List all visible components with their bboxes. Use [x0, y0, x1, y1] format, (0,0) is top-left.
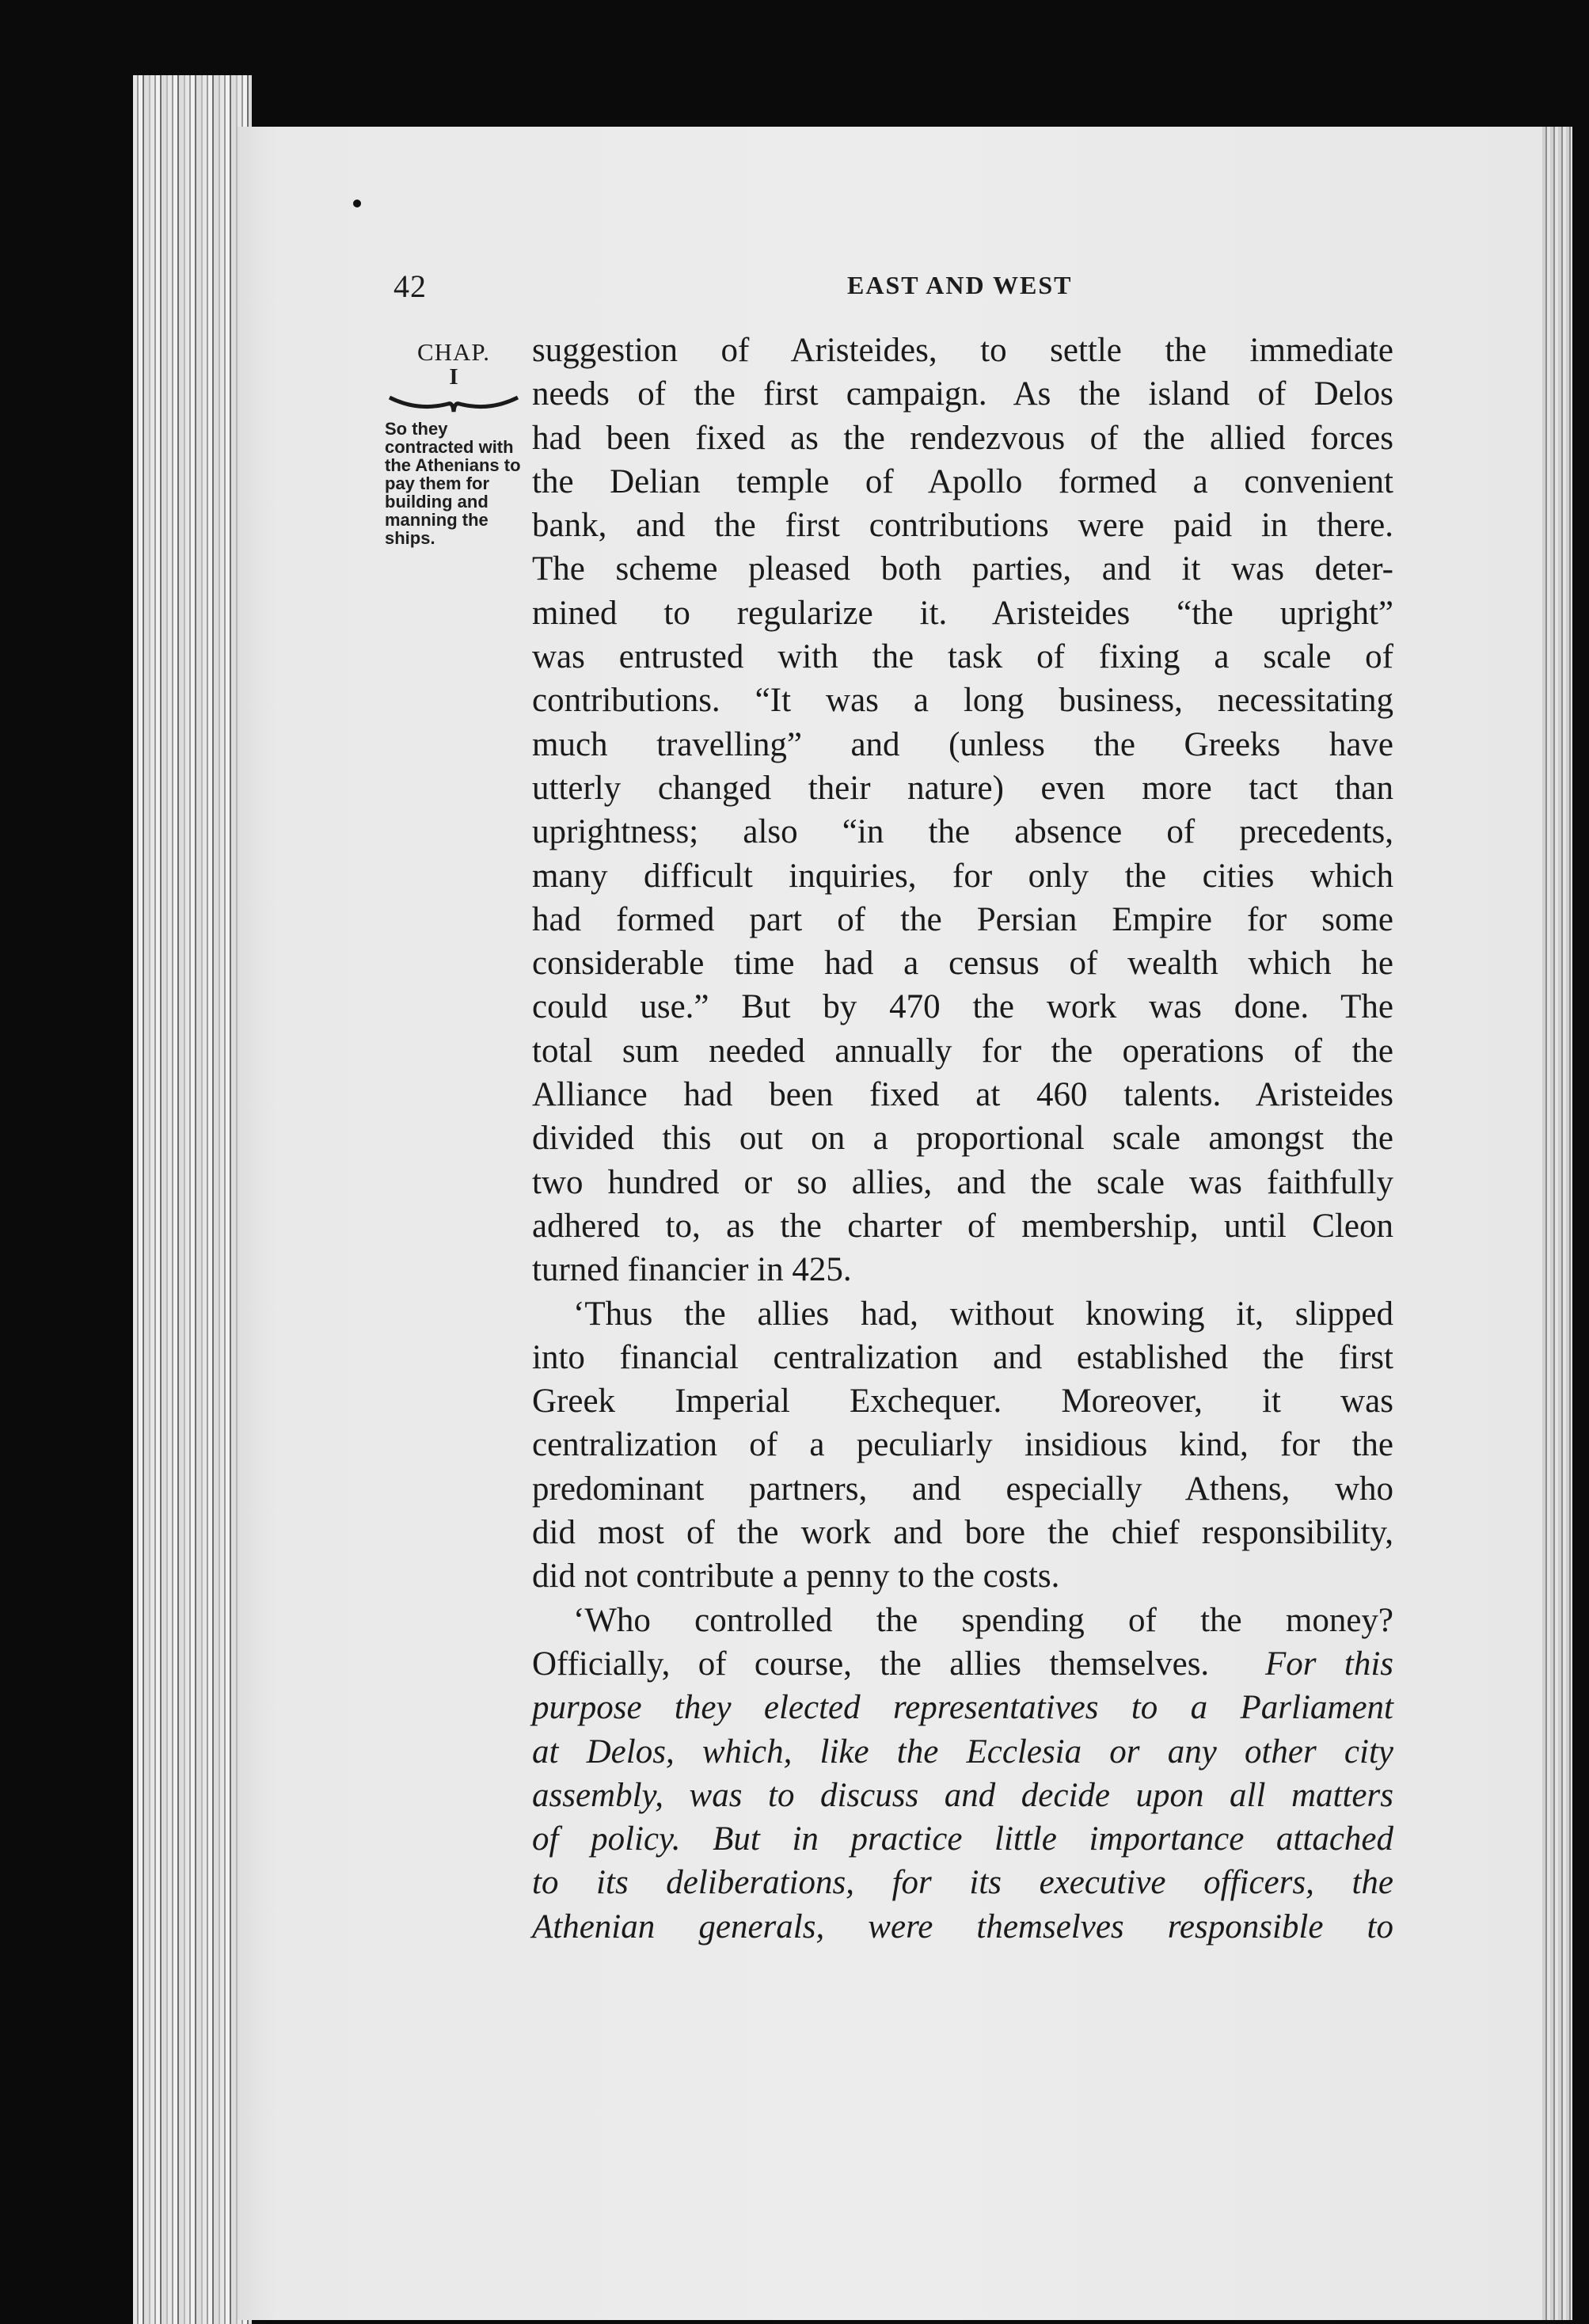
text-line: utterly changed their nature) even more tact than — [532, 769, 1393, 807]
body-text — [532, 329, 1393, 1949]
brace-ornament — [386, 388, 521, 416]
text-line: much travelling” and (unless the Greeks have — [532, 725, 1393, 763]
text-line: total sum needed annually for the operations of the — [532, 1032, 1393, 1070]
text-line: of policy. But in practice little importance attached — [532, 1820, 1393, 1858]
paragraph-2 — [532, 1292, 1393, 1599]
text-line: two hundred or so allies, and the scale was faithfully — [532, 1163, 1393, 1201]
text-line: the Delian temple of Apollo formed a convenient — [532, 462, 1393, 500]
text-line: turned financier in 425. — [532, 1251, 852, 1289]
book-right-edge — [1542, 127, 1572, 2320]
text-line: purpose they elected representatives to a Parliament — [532, 1689, 1393, 1727]
text-line: did most of the work and bore the chief responsibility, — [532, 1514, 1393, 1552]
text-line: Alliance had been fixed at 460 talents. Aristeides — [532, 1076, 1393, 1114]
text-line: ‘Who controlled the spending of the money? — [573, 1601, 1393, 1639]
margin-column — [378, 339, 529, 547]
running-title: EAST AND WEST — [847, 271, 1073, 299]
text-line: divided this out on a proportional scale amongst the — [532, 1120, 1393, 1158]
text-line: needs of the first campaign. As the island of Delos — [532, 375, 1393, 413]
text-line: centralization of a peculiarly insidious kind, for the — [532, 1426, 1393, 1464]
text-line: had been fixed as the rendezvous of the allied forces — [532, 419, 1393, 457]
text-span: Officially, of course, the allies themselves. — [532, 1645, 1210, 1683]
book-page-edges — [133, 75, 252, 2324]
text-line: to its deliberations, for its executive officers, the — [532, 1864, 1393, 1902]
text-line: ‘Thus the allies had, without knowing it, slipped — [573, 1295, 1393, 1333]
text-line: adhered to, as the charter of membership, until Cleon — [532, 1207, 1393, 1245]
text-line: into financial centralization and established the first — [532, 1338, 1393, 1376]
text-line: mined to regularize it. Aristeides “the upright” — [532, 594, 1393, 632]
text-line: predominant partners, and especially Athens, who — [532, 1470, 1393, 1508]
italic-span: For this — [1264, 1645, 1394, 1683]
paragraph-1 — [532, 329, 1393, 1292]
text-line: bank, and the first contributions were paid in there. — [532, 507, 1393, 545]
marginal-note: So they contracted with the Athenians to pay them for building and manning the ships. — [385, 419, 521, 548]
text-line: suggestion of Aristeides, to settle the immediate — [532, 332, 1393, 369]
paragraph-3 — [532, 1599, 1393, 1949]
text-line: The scheme pleased both parties, and it was deter- — [532, 550, 1393, 588]
chapter-label: CHAP. — [416, 338, 490, 366]
text-line: could use.” But by 470 the work was done. The — [532, 988, 1393, 1026]
text-line — [532, 1642, 1393, 1686]
running-head — [0, 268, 1589, 307]
text-line: many difficult inquiries, for only the cities which — [532, 857, 1393, 895]
text-line: was entrusted with the task of fixing a scale of — [532, 638, 1393, 676]
text-line: had formed part of the Persian Empire for some — [532, 900, 1393, 938]
text-line: assembly, was to discuss and decide upon all matters — [532, 1776, 1393, 1814]
text-line: considerable time had a census of wealth which he — [532, 945, 1393, 983]
text-line: Athenian generals, were themselves responsible to — [532, 1908, 1393, 1946]
chapter-number: I — [449, 364, 458, 390]
dust-speck — [353, 200, 361, 207]
text-line: uprightness; also “in the absence of precedents, — [532, 813, 1393, 851]
page-number: 42 — [393, 268, 427, 304]
text-line: Greek Imperial Exchequer. Moreover, it was — [532, 1383, 1393, 1421]
text-line: did not contribute a penny to the costs. — [532, 1558, 1060, 1596]
text-line: contributions. “It was a long business, necessitating — [532, 682, 1393, 720]
text-line: at Delos, which, like the Ecclesia or any other city — [532, 1733, 1393, 1771]
